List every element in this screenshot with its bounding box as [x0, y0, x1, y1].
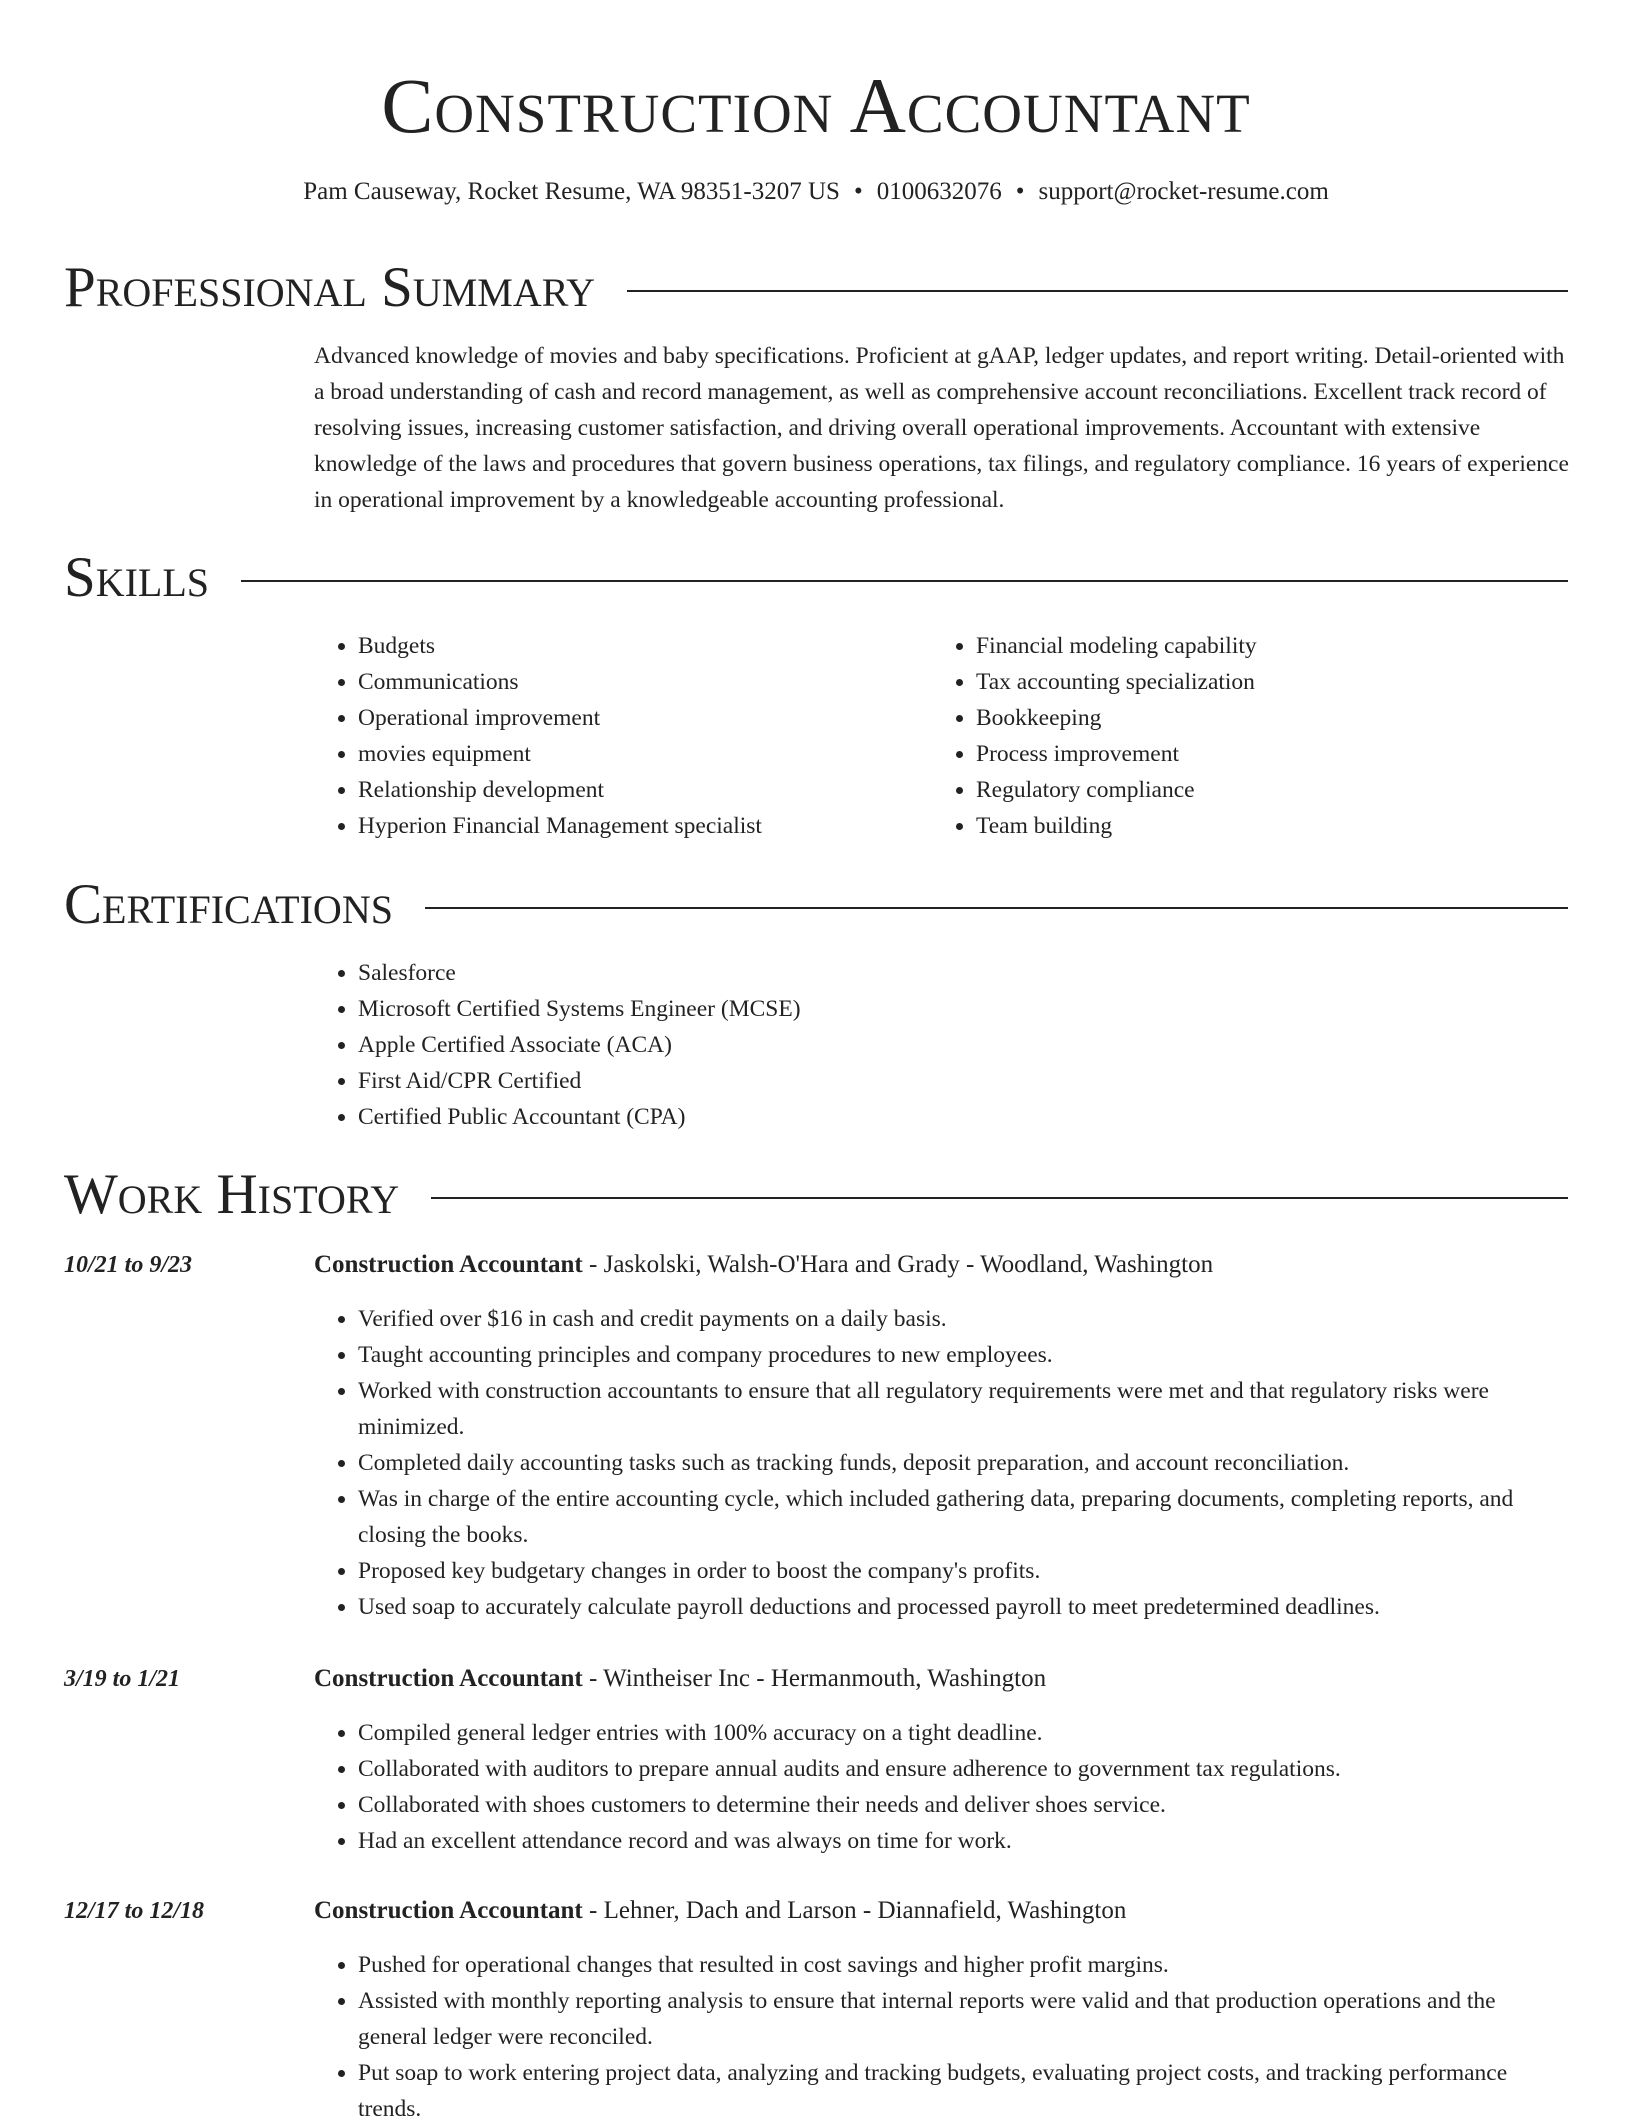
job-dates: 12/17 to 12/18 — [64, 1898, 205, 1924]
resume-title: Construction Accountant — [381, 62, 1251, 149]
job-bullet: • Taught accounting principles and company procedures to new employees. — [358, 1337, 1568, 1373]
job-bullet: • Collaborated with shoes customers to determine their needs and deliver shoes service. — [358, 1787, 1568, 1823]
section-header-certifications — [64, 870, 1568, 940]
skill-item: • Team building — [976, 808, 1552, 844]
job-title: Construction Accountant — [314, 1897, 583, 1924]
skill-item: • Process improvement — [976, 736, 1552, 772]
section-header-summary — [64, 253, 1568, 323]
job-employer: - Wintheiser Inc - Hermanmouth, Washington — [582, 1665, 1047, 1692]
section-divider — [431, 1197, 1568, 1199]
job-bullet: • Completed daily accounting tasks such as tracking funds, deposit preparation, and account reconciliation. — [358, 1445, 1568, 1481]
job-bullet: • Proposed key budgetary changes in order to boost the company's profits. — [358, 1553, 1568, 1589]
job-bullets — [314, 1301, 1568, 1625]
job-bullets — [314, 1947, 1568, 2127]
section-title-work-history: Work History — [64, 1163, 400, 1226]
job-bullet: • Had an excellent attendance record and was always on time for work. — [358, 1823, 1568, 1859]
section-title-summary: Professional Summary — [64, 256, 596, 319]
skills-column-left — [314, 628, 914, 844]
skill-item: • Operational improvement — [358, 700, 914, 736]
certification-item: • Certified Public Accountant (CPA) — [358, 1099, 1514, 1135]
certification-item: • Microsoft Certified Systems Engineer (MCSE) — [358, 991, 1514, 1027]
section-title-certifications: Certifications — [64, 873, 393, 936]
job-title: Construction Accountant — [314, 1665, 583, 1692]
skill-item: • Relationship development — [358, 772, 914, 808]
contact-separator: • — [1015, 178, 1025, 205]
skill-item: • movies equipment — [358, 736, 914, 772]
job-bullet: • Verified over $16 in cash and credit payments on a daily basis. — [358, 1301, 1568, 1337]
certifications-list — [314, 955, 1514, 1135]
skill-item: • Tax accounting specialization — [976, 664, 1552, 700]
job-bullets — [314, 1715, 1568, 1859]
section-divider — [241, 580, 1568, 582]
job-title-line — [314, 1661, 1568, 1697]
job-employer: - Lehner, Dach and Larson - Diannafield, Washington — [582, 1897, 1127, 1924]
job-title: Construction Accountant — [314, 1251, 583, 1278]
job-bullet: • Assisted with monthly reporting analysis to ensure that internal reports were valid and that production operations and the general ledger were reconciled. — [358, 1983, 1568, 2055]
job-dates: 10/21 to 9/23 — [64, 1252, 193, 1278]
job-bullet: • Used soap to accurately calculate payroll deductions and processed payroll to meet predetermined deadlines. — [358, 1589, 1568, 1625]
job-title-line — [314, 1893, 1568, 1929]
job-bullet: • Compiled general ledger entries with 100% accuracy on a tight deadline. — [358, 1715, 1568, 1751]
skill-item: • Financial modeling capability — [976, 628, 1552, 664]
section-divider — [627, 290, 1568, 292]
contact-address: Pam Causeway, Rocket Resume, WA 98351-3207 US — [303, 178, 840, 205]
job-bullet: • Pushed for operational changes that resulted in cost savings and higher profit margins. — [358, 1947, 1568, 1983]
job-dates: 3/19 to 1/21 — [64, 1666, 181, 1692]
job-bullet: • Was in charge of the entire accounting cycle, which included gathering data, preparing documents, completing reports, and closing the books. — [358, 1481, 1568, 1553]
contact-separator: • — [853, 178, 863, 205]
job-bullet: • Put soap to work entering project data, analyzing and tracking budgets, evaluating project costs, and tracking performance trends. — [358, 2055, 1568, 2127]
skills-column-right — [932, 628, 1552, 844]
job-employer: - Jaskolski, Walsh-O'Hara and Grady - Woodland, Washington — [582, 1251, 1214, 1278]
certification-item: • First Aid/CPR Certified — [358, 1063, 1514, 1099]
contact-phone: 0100632076 — [876, 178, 1002, 205]
certification-item: • Salesforce — [358, 955, 1514, 991]
job-bullet: • Collaborated with auditors to prepare annual audits and ensure adherence to government tax regulations. — [358, 1751, 1568, 1787]
skill-item: • Budgets — [358, 628, 914, 664]
section-title-skills: Skills — [64, 546, 210, 609]
section-divider — [425, 907, 1568, 909]
job-bullet: • Worked with construction accountants to ensure that all regulatory requirements were met and that regulatory risks were minimized. — [358, 1373, 1568, 1445]
contact-email: support@rocket-resume.com — [1038, 178, 1329, 205]
skill-item: • Regulatory compliance — [976, 772, 1552, 808]
certification-item: • Apple Certified Associate (ACA) — [358, 1027, 1514, 1063]
section-header-skills — [64, 543, 1568, 613]
skill-item: • Communications — [358, 664, 914, 700]
skill-item: • Bookkeeping — [976, 700, 1552, 736]
contact-line — [0, 172, 1632, 212]
summary-text: Advanced knowledge of movies and baby specifications. Proficient at gAAP, ledger updates, and report writing. Detail-oriented with a broad understanding of cash and record management, as well as comprehensive account reconciliations. Excellent track record of resolving issues, increasing customer satisfaction, and driving overall operational improvements. Accountant with extensive knowledge of the laws and procedures that govern business operations, tax filings, and regulatory compliance. 16 years of experience in operational improvement by a knowledgeable accounting professional. — [314, 343, 1569, 513]
job-title-line — [314, 1247, 1568, 1283]
skill-item: • Hyperion Financial Management specialist — [358, 808, 914, 844]
section-header-work-history — [64, 1160, 1568, 1230]
